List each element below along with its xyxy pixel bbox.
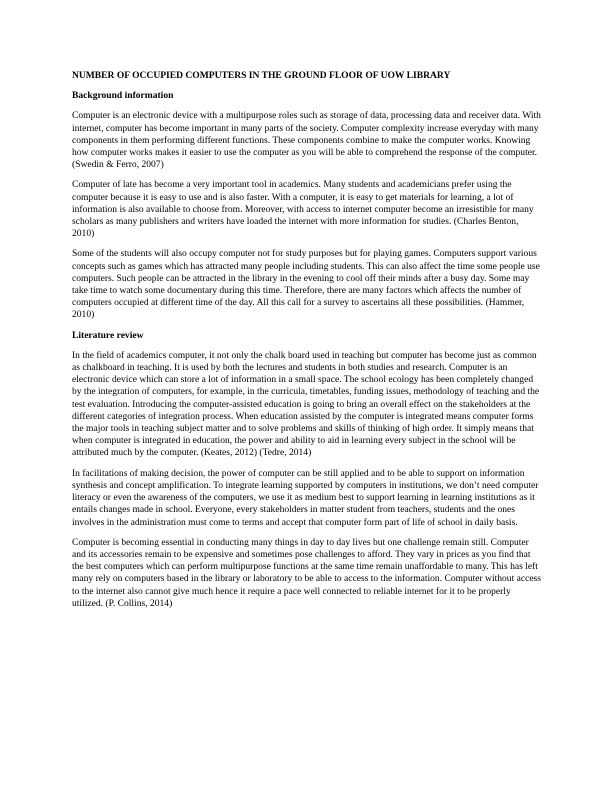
paragraph: Some of the students will also occupy computer not for study purposes but for playing games. Computers support various concepts such as games which has attracted many people including students. This can also affect the time some people use computers. Such people can be attracted in the library in the evening to cool off their minds after a busy day. Some may take time to watch some documentary during this time. Therefore, there are many factors which affects the number of computers occupied at different time of the day. All this call for a survey to ascertains all these possibilities. (Hammer, 2010)	[72, 248, 540, 321]
section-heading-background: Background information	[72, 90, 174, 102]
section-heading-literature-review: Literature review	[72, 329, 144, 341]
paragraph: In facilitations of making decision, the power of computer can be still applied and to be able to support on information synthesis and concept amplification. To integrate learning supported by computers in institutions, we don’t need computer literacy or even the awareness of the computers, we use it as medium best to support learning in learning institutions as it entails changes made in school. Everyone, every stakeholders in matter student from teachers, students and the ones involves in the administration must come to terms and accept that computer form part of life of school in daily basis.	[72, 467, 539, 528]
document-title: NUMBER OF OCCUPIED COMPUTERS IN THE GROUND FLOOR OF UOW LIBRARY	[72, 70, 451, 81]
paragraph: Computer of late has become a very important tool in academics. Many students and academicians prefer using the computer because it is easy to use and is also faster. With a computer, it is easy to get materials for learning, a lot of information is also available to choose from. Moreover, with access to internet computer become an irresistible for many scholars as many publishers and writers have loaded the internet with more information for studies. (Charles Benton, 2010)	[72, 179, 534, 240]
paragraph: Computer is becoming essential in conducting many things in day to day lives but one challenge remain still. Computer and its accessories remain to be expensive and sometimes pose challenges to afford. They vary in prices as you find that the best computers which can perform multipurpose functions at the same time remain unaffordable to many. This has left many rely on computers based in the library or laboratory to be able to access to the information. Computer without access to the internet also cannot give much hence it require a pace well connected to reliable internet for it to be properly utilized. (P. Collins, 2014)	[72, 536, 541, 609]
document-body	[72, 70, 542, 618]
paragraph: Computer is an electronic device with a multipurpose roles such as storage of data, processing data and receiver data. With internet, computer has become important in many parts of the society. Computer complexity increase everyday with many components in them performing different functions. These components combine to make the computer works. Knowing how computer works makes it easier to use the computer as you will be able to comprehend the response of the computer. (Swedin & Ferro, 2007)	[72, 110, 541, 171]
paragraph: In the field of academics computer, it not only the chalk board used in teaching but computer has become just as common as chalkboard in teaching. It is used by both the lectures and students in both studies and research. Computer is an electronic device which can store a lot of information in a small space. The school ecology has been completely changed by the integration of computers, for example, in the curricula, timetables, funding issues, methodology of teaching and the test evaluation. Introducing the computer-assisted education is going to bring an overall effect on the stakeholders at the different categories of integration process. When education assisted by the computer is integrated means computer forms the major tools in teaching subject matter and to solve problems and skills of thinking of high order. It simply means that when computer is integrated in education, the power and ability to aid in learning every subject in the school will be attributed much by the computer. (Keates, 2012) (Tedre, 2014)	[72, 349, 540, 459]
